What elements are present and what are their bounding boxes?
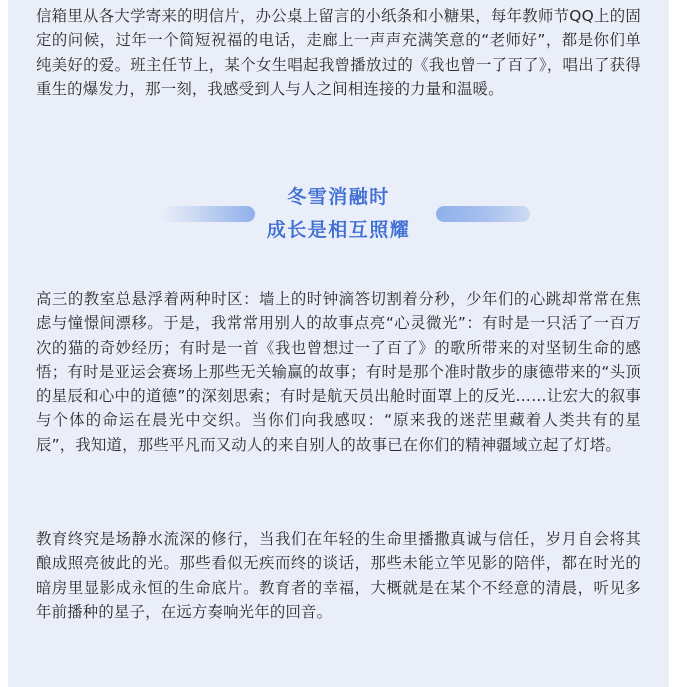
section-heading xyxy=(0,176,677,246)
heading-line-2: 成长是相互照耀 xyxy=(266,219,411,241)
paragraph-education: 教育终究是场静水流深的修行，当我们在年轻的生命里播撒真诚与信任，岁月自会将其酿成照亮彼此的光。那些看似无疾而终的谈话，那些未能立竿见影的陪伴，都在时光的暗房里显影成永恒的生命底片。教育者的幸福，大概就是在某个不经意的清晨，听见多年前播种的星子，在远方奏响光年的回音。 xyxy=(36,530,641,621)
heading-line-1: 冬雪消融时 xyxy=(287,186,390,208)
article-panel xyxy=(8,0,669,687)
paragraph-postcards: 信箱里从各大学寄来的明信片，办公桌上留言的小纸条和小糖果，每年教师节QQ上的固定的问候，过年一个简短祝福的电话，走廊上一声声充满笑意的“老师好”，都是你们单纯美好的爱。班主任节上，某个女生唱起我曾播放过的《我也曾一了百了》，唱出了获得重生的爆发力，那一刻，我感受到人与人之间相连接的力量和温暖。 xyxy=(36,7,641,98)
paragraph-classroom: 高三的教室总悬浮着两种时区：墙上的时钟滴答切割着分秒，少年们的心跳却常常在焦虑与憧憬间漂移。于是，我常常用别人的故事点亮“心灵微光”：有时是一只活了一百万次的猫的奇妙经历；有时是一首《我也曾想过一了百了》的歌所带来的对坚韧生命的感悟；有时是亚运会赛场上那些无关输赢的故事；有时是那个准时散步的康德带来的“头顶的星辰和心中的道德”的深刻思索；有时是航天员出舱时面罩上的反光……让宏大的叙事与个体的命运在晨光中交织。当你们向我感叹：“原来我的迷茫里藏着人类共有的星辰”，我知道，那些平凡而又动人的来自别人的故事已在你们的精神疆域立起了灯塔。 xyxy=(36,290,641,454)
